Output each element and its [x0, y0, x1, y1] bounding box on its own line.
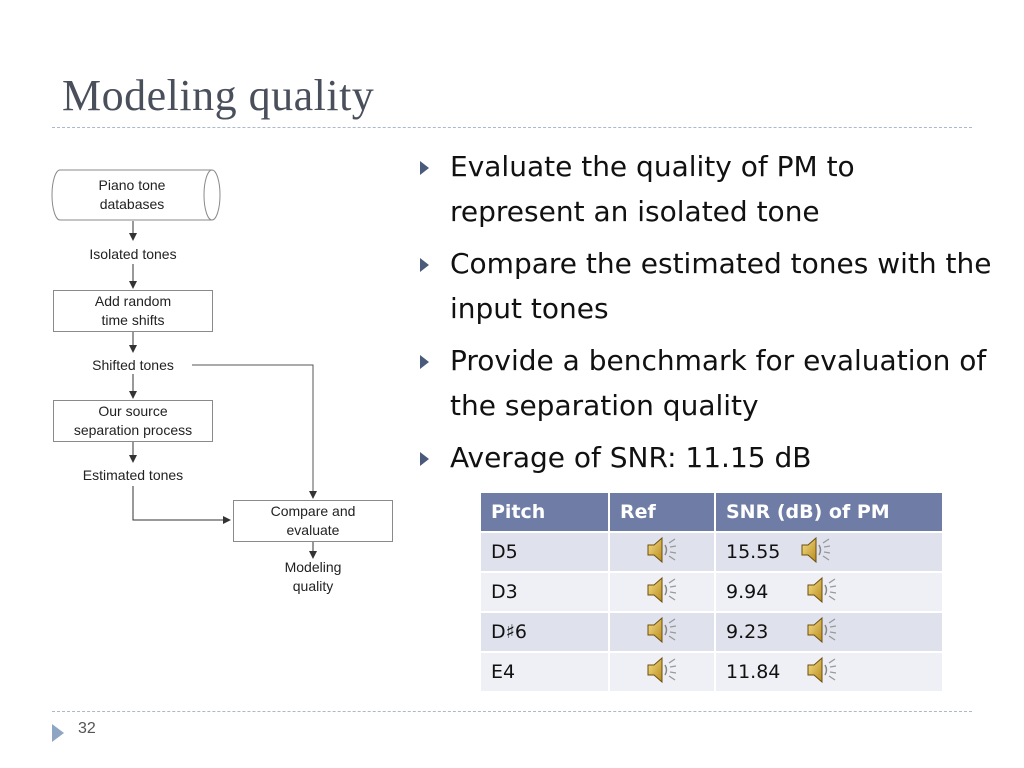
compare-evaluate-text: Compare and evaluate [270, 503, 356, 538]
speaker-icon[interactable] [645, 655, 679, 690]
footer-arrow-icon [52, 724, 64, 742]
shifted-tones-label: Shifted tones [92, 357, 174, 373]
bullet-item [418, 241, 998, 331]
time-shift-text: Add random time shifts [94, 293, 172, 328]
snr-value: 9.94 [726, 580, 769, 603]
flowchart-connectors [40, 160, 410, 610]
estimated-tones-label: Estimated tones [82, 467, 184, 483]
table-row [481, 613, 942, 651]
slide-title: Modeling quality [62, 71, 375, 120]
snr-cell [716, 613, 942, 651]
flowchart [40, 160, 410, 610]
speaker-icon[interactable] [805, 615, 839, 650]
header-pitch: Pitch [481, 493, 608, 531]
snr-value: 15.55 [726, 540, 781, 563]
separation-process-box [53, 400, 213, 442]
snr-value: 11.84 [726, 660, 781, 683]
isolated-tones-label: Isolated tones [89, 246, 177, 262]
separation-process-text: Our source separation process [73, 403, 193, 438]
speaker-icon[interactable] [799, 535, 833, 570]
snr-value: 9.23 [726, 620, 769, 643]
header-snr: SNR (dB) of PM [716, 493, 942, 531]
title-divider [52, 127, 972, 128]
pitch-cell: E4 [481, 653, 608, 691]
snr-table [479, 491, 944, 693]
bullet-text: Average of SNR: 11.15 dB [450, 441, 812, 474]
bullet-arrow-icon [420, 258, 429, 272]
ref-cell [610, 613, 714, 651]
speaker-icon[interactable] [645, 535, 679, 570]
pitch-cell: D5 [481, 533, 608, 571]
modeling-quality-text: Modeling quality [284, 559, 342, 594]
snr-cell [716, 573, 942, 611]
modeling-quality-label [233, 558, 393, 596]
snr-cell [716, 533, 942, 571]
time-shift-box [53, 290, 213, 332]
bullet-text: Evaluate the quality of PM to represent an isolated tone [450, 150, 855, 228]
database-text: Piano tone databases [98, 177, 166, 212]
bullet-item [418, 338, 998, 428]
ref-cell [610, 653, 714, 691]
snr-cell [716, 653, 942, 691]
bullet-arrow-icon [420, 355, 429, 369]
pitch-cell: D3 [481, 573, 608, 611]
bullet-list [418, 144, 998, 487]
table-row [481, 533, 942, 571]
speaker-icon[interactable] [805, 575, 839, 610]
table-row [481, 653, 942, 691]
ref-cell [610, 573, 714, 611]
bullet-text: Provide a benchmark for evaluation of the separation quality [450, 344, 987, 422]
speaker-icon[interactable] [805, 655, 839, 690]
compare-evaluate-box [233, 500, 393, 542]
speaker-icon[interactable] [645, 575, 679, 610]
footer-divider [52, 711, 972, 712]
table-row [481, 573, 942, 611]
database-label [56, 176, 208, 214]
page-number: 32 [78, 720, 96, 737]
speaker-icon[interactable] [645, 615, 679, 650]
pitch-cell: D♯6 [481, 613, 608, 651]
table-header-row [481, 493, 942, 531]
bullet-arrow-icon [420, 452, 429, 466]
bullet-item [418, 144, 998, 234]
header-ref: Ref [610, 493, 714, 531]
bullet-item [418, 435, 998, 480]
bullet-arrow-icon [420, 161, 429, 175]
ref-cell [610, 533, 714, 571]
bullet-text: Compare the estimated tones with the input tones [450, 247, 992, 325]
